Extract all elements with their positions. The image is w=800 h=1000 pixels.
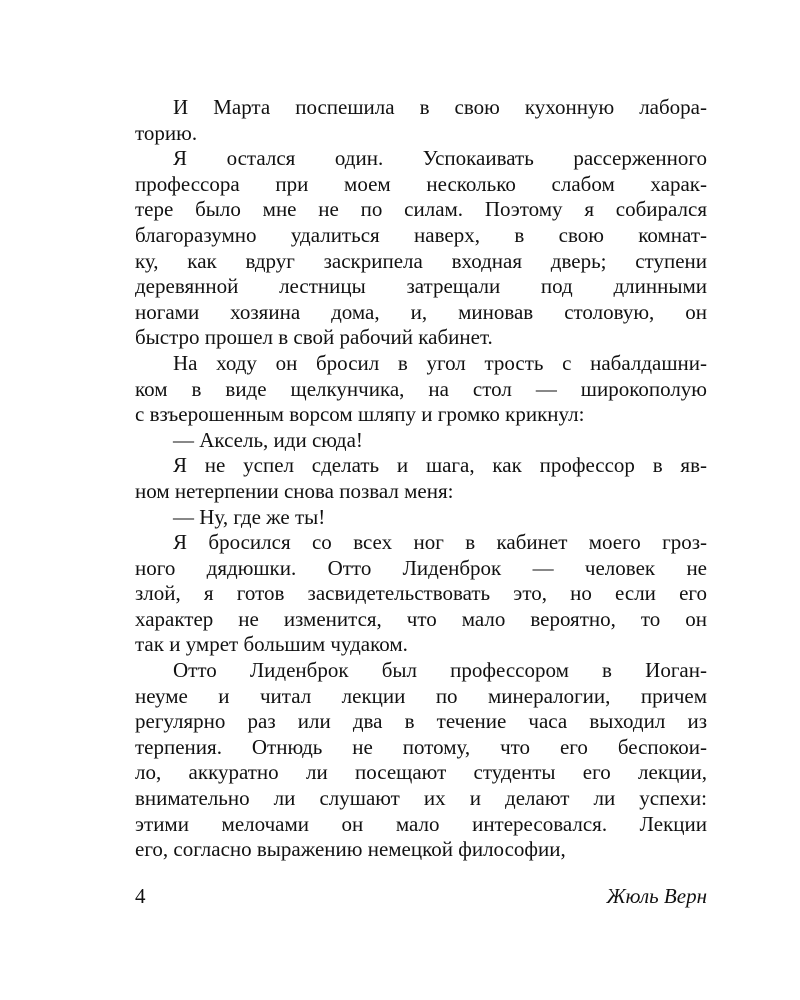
paragraph xyxy=(135,453,707,504)
running-author: Жюль Верн xyxy=(606,884,707,908)
text-line: быстро прошел в свой рабочий кабинет. xyxy=(135,325,493,350)
text-line: И Марта поспешила в свою кухонную лабора- xyxy=(173,95,707,119)
text-line: регулярно раз или два в течение часа выходил из xyxy=(135,709,707,734)
text-line: торию. xyxy=(135,120,198,145)
text-line: ного дядюшки. Отто Лиденброк — человек не xyxy=(135,555,707,580)
text-line: ло, аккуратно ли посещают студенты его лекции, xyxy=(135,760,707,785)
text-line: — Ну, где же ты! xyxy=(173,504,326,529)
text-line: терпения. Отнюдь не потому, что его беспокои- xyxy=(135,734,707,759)
paragraph xyxy=(135,658,707,863)
page-footer xyxy=(135,884,707,914)
text-line: Отто Лиденброк был профессором в Иоган- xyxy=(173,658,707,683)
text-line: благоразумно удалиться наверх, в свою комнат- xyxy=(135,222,707,247)
text-line: этими мелочами он мало интересовался. Лекции xyxy=(135,811,707,836)
text-line: Я бросился со всех ног в кабинет моего гроз- xyxy=(173,530,707,555)
text-line: ном нетерпении снова позвал меня: xyxy=(135,478,454,503)
paragraph xyxy=(135,428,707,454)
text-line: неуме и читал лекции по минералогии, причем xyxy=(135,683,707,708)
text-line: Я не успел сделать и шага, как профессор в яв- xyxy=(173,453,707,478)
text-line: профессора при моем несколько слабом харак- xyxy=(135,171,707,196)
text-line: деревянной лестницы затрещали под длинными xyxy=(135,274,707,299)
text-line: так и умрет большим чудаком. xyxy=(135,632,408,657)
text-line: Я остался один. Успокаивать рассерженного xyxy=(173,146,707,171)
paragraph xyxy=(135,505,707,531)
text-line: с взъерошенным ворсом шляпу и громко крикнул: xyxy=(135,402,585,427)
text-line: ком в виде щелкунчика, на стол — широкополую xyxy=(135,376,707,401)
paragraph xyxy=(135,146,707,351)
text-line: тере было мне не по силам. Поэтому я собирался xyxy=(135,197,707,222)
paragraph xyxy=(135,530,707,658)
text-line: ногами хозяина дома, и, миновав столовую, он xyxy=(135,299,707,324)
paragraph xyxy=(135,95,707,146)
text-line: характер не изменится, что мало вероятно, то он xyxy=(135,606,707,631)
text-line: — Аксель, иди сюда! xyxy=(173,427,363,452)
paragraph xyxy=(135,351,707,428)
text-line: ку, как вдруг заскрипела входная дверь; ступени xyxy=(135,248,707,273)
text-line: его, согласно выражению немецкой философии, xyxy=(135,837,566,862)
text-line: внимательно ли слушают их и делают ли успехи: xyxy=(135,786,707,811)
text-line: злой, я готов засвидетельствовать это, но если его xyxy=(135,581,707,606)
page-number: 4 xyxy=(135,884,146,908)
body-text xyxy=(135,95,707,863)
text-line: На ходу он бросил в угол трость с набалдашни- xyxy=(173,350,707,375)
